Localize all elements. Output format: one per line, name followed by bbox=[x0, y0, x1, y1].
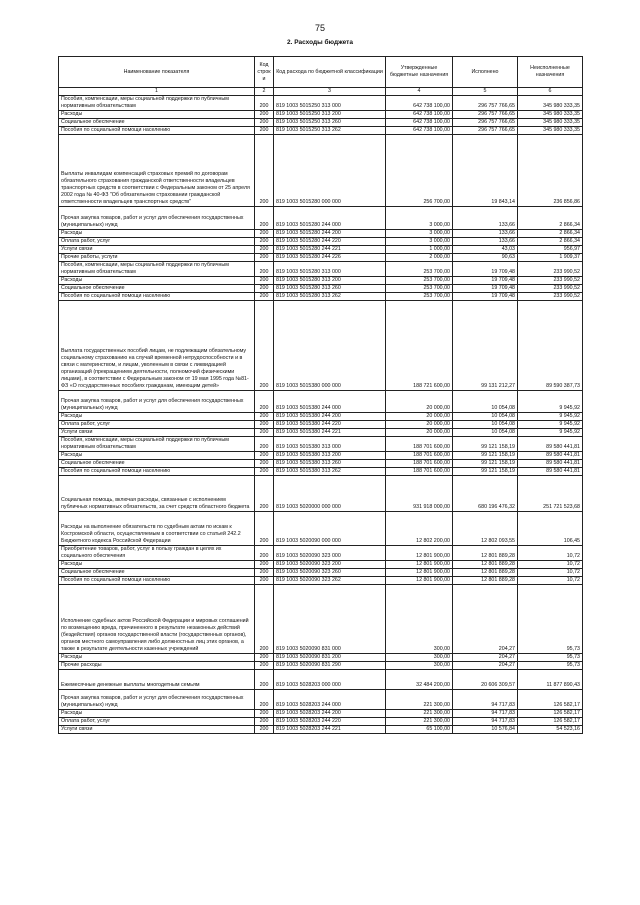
row-name: Социальное обеспечение bbox=[59, 569, 255, 577]
row-budget-code: 819 1003 5015380 313 200 bbox=[274, 452, 386, 460]
row-remaining: 54 523,16 bbox=[518, 726, 583, 734]
row-line-code: 200 bbox=[255, 285, 274, 293]
row-budget-code: 819 1003 5015280 244 220 bbox=[274, 238, 386, 246]
row-name: Расходы bbox=[59, 277, 255, 285]
row-line-code: 200 bbox=[255, 468, 274, 476]
row-name: Прочая закупка товаров, работ и услуг для обеспечения государственных (муниципальных) нужд bbox=[59, 690, 255, 710]
row-remaining: 10,72 bbox=[518, 561, 583, 569]
table-row bbox=[59, 96, 583, 111]
row-approved: 20 000,00 bbox=[386, 421, 453, 429]
row-remaining: 95,73 bbox=[518, 654, 583, 662]
row-executed: 90,63 bbox=[453, 254, 518, 262]
row-remaining: 9 945,92 bbox=[518, 429, 583, 437]
column-number: 5 bbox=[453, 88, 518, 96]
table-row bbox=[59, 135, 583, 207]
row-approved: 12 802 200,00 bbox=[386, 512, 453, 546]
row-name: Исполнение судебных актов Российской Федерации и мировых соглашений по возмещению вреда, причиненного в результате незаконных действий (бездействия) органов государственной власти (государственных органов), органов местного самоуправления либо должностных лиц этих органов, а также в результате деятельности казенных учреждений bbox=[59, 585, 255, 654]
table-row bbox=[59, 413, 583, 421]
row-executed: 99 121 158,19 bbox=[453, 437, 518, 452]
row-budget-code: 819 1003 5020090 323 000 bbox=[274, 546, 386, 561]
row-budget-code: 819 1003 5015280 313 000 bbox=[274, 262, 386, 277]
row-name: Выплата государственных пособий лицам, не подлежащим обязательному социальному страхованию на случай временной нетрудоспособности и в связи с материнством, и лицам, уволенным в связи с ликвидацией организаций (прекращением деятельности, полномочий физическими лицами), в соответствии с Федеральным законом от 19 мая 1995 года №81-ФЗ «О государственных пособиях гражданам, имеющим детей» bbox=[59, 301, 255, 391]
row-line-code: 200 bbox=[255, 437, 274, 452]
row-name: Ежемесячные денежные выплаты многодетным семьям bbox=[59, 670, 255, 690]
row-remaining: 2 866,34 bbox=[518, 238, 583, 246]
row-line-code: 200 bbox=[255, 111, 274, 119]
row-line-code: 200 bbox=[255, 429, 274, 437]
row-executed: 19 709,48 bbox=[453, 277, 518, 285]
row-name: Пособия по социальной помощи населению bbox=[59, 293, 255, 301]
row-budget-code: 819 1003 5028203 244 221 bbox=[274, 726, 386, 734]
row-line-code: 200 bbox=[255, 577, 274, 585]
row-line-code: 200 bbox=[255, 246, 274, 254]
row-budget-code: 819 1003 5015250 313 000 bbox=[274, 96, 386, 111]
table-row bbox=[59, 460, 583, 468]
row-approved: 2 000,00 bbox=[386, 254, 453, 262]
table-row bbox=[59, 718, 583, 726]
table-row bbox=[59, 710, 583, 718]
table-row bbox=[59, 476, 583, 512]
row-executed: 99 121 158,19 bbox=[453, 452, 518, 460]
header-line-code: Код строк и bbox=[255, 57, 274, 88]
row-approved: 221 300,00 bbox=[386, 718, 453, 726]
row-name: Оплата работ, услуг bbox=[59, 421, 255, 429]
row-approved: 12 801 900,00 bbox=[386, 577, 453, 585]
row-line-code: 200 bbox=[255, 569, 274, 577]
row-budget-code: 819 1003 5015250 313 260 bbox=[274, 119, 386, 127]
row-approved: 300,00 bbox=[386, 585, 453, 654]
table-row bbox=[59, 585, 583, 654]
row-executed: 10 054,08 bbox=[453, 429, 518, 437]
row-budget-code: 819 1003 5015380 244 221 bbox=[274, 429, 386, 437]
header-indicator-name: Наименование показателя bbox=[59, 57, 255, 88]
table-row bbox=[59, 293, 583, 301]
table-header-row bbox=[59, 57, 583, 88]
row-executed: 12 801 889,28 bbox=[453, 577, 518, 585]
row-remaining: 233 990,52 bbox=[518, 262, 583, 277]
row-budget-code: 819 1003 5028203 244 200 bbox=[274, 710, 386, 718]
row-approved: 12 801 900,00 bbox=[386, 546, 453, 561]
row-executed: 12 802 093,55 bbox=[453, 512, 518, 546]
row-budget-code: 819 1003 5015280 244 000 bbox=[274, 207, 386, 230]
row-executed: 296 757 766,65 bbox=[453, 111, 518, 119]
row-name: Прочие работы, услуги bbox=[59, 254, 255, 262]
row-executed: 204,27 bbox=[453, 662, 518, 670]
row-executed: 19 709,48 bbox=[453, 262, 518, 277]
row-approved: 65 100,00 bbox=[386, 726, 453, 734]
row-remaining: 956,97 bbox=[518, 246, 583, 254]
row-executed: 133,66 bbox=[453, 230, 518, 238]
column-number: 3 bbox=[274, 88, 386, 96]
row-executed: 99 121 158,19 bbox=[453, 460, 518, 468]
row-approved: 253 700,00 bbox=[386, 277, 453, 285]
row-approved: 253 700,00 bbox=[386, 285, 453, 293]
budget-expenses-table bbox=[58, 56, 583, 734]
row-approved: 188 721 600,00 bbox=[386, 301, 453, 391]
row-line-code: 200 bbox=[255, 230, 274, 238]
table-row bbox=[59, 285, 583, 293]
row-remaining: 236 856,86 bbox=[518, 135, 583, 207]
table-row bbox=[59, 546, 583, 561]
row-budget-code: 819 1003 5020090 323 262 bbox=[274, 577, 386, 585]
row-executed: 19 709,48 bbox=[453, 285, 518, 293]
table-row bbox=[59, 254, 583, 262]
table-row bbox=[59, 262, 583, 277]
row-remaining: 233 990,52 bbox=[518, 293, 583, 301]
row-budget-code: 819 1003 5015380 244 000 bbox=[274, 391, 386, 413]
row-executed: 133,66 bbox=[453, 207, 518, 230]
row-remaining: 126 582,17 bbox=[518, 710, 583, 718]
row-name: Пособия, компенсации, меры социальной поддержки по публичным нормативным обязательствам bbox=[59, 96, 255, 111]
row-budget-code: 819 1003 5015380 000 000 bbox=[274, 301, 386, 391]
row-name: Услуги связи bbox=[59, 429, 255, 437]
table-row bbox=[59, 119, 583, 127]
row-executed: 19 843,14 bbox=[453, 135, 518, 207]
row-budget-code: 819 1003 5015380 313 262 bbox=[274, 468, 386, 476]
row-budget-code: 819 1003 5015280 313 200 bbox=[274, 277, 386, 285]
row-name: Прочие расходы bbox=[59, 662, 255, 670]
row-approved: 256 700,00 bbox=[386, 135, 453, 207]
row-executed: 94 717,83 bbox=[453, 690, 518, 710]
row-name: Социальное обеспечение bbox=[59, 119, 255, 127]
row-line-code: 200 bbox=[255, 413, 274, 421]
row-name: Расходы bbox=[59, 413, 255, 421]
row-budget-code: 819 1003 5020090 323 260 bbox=[274, 569, 386, 577]
row-name: Оплата работ, услуг bbox=[59, 718, 255, 726]
row-approved: 221 300,00 bbox=[386, 710, 453, 718]
row-name: Пособия по социальной помощи населению bbox=[59, 577, 255, 585]
row-approved: 188 701 600,00 bbox=[386, 452, 453, 460]
row-name: Расходы на выполнение обязательств по судебным актам по искам к Костромской области, осуществляемым в соответствии со статьей 242.2 Бюджетного кодекса Российской Федерации bbox=[59, 512, 255, 546]
row-approved: 3 000,00 bbox=[386, 207, 453, 230]
row-name: Пособия по социальной помощи населению bbox=[59, 468, 255, 476]
table-row bbox=[59, 577, 583, 585]
row-name: Расходы bbox=[59, 452, 255, 460]
row-executed: 94 717,83 bbox=[453, 710, 518, 718]
header-approved: Утвержденные бюджетные назначения bbox=[386, 57, 453, 88]
row-budget-code: 819 1003 5015380 244 200 bbox=[274, 413, 386, 421]
row-line-code: 200 bbox=[255, 127, 274, 135]
row-remaining: 10,72 bbox=[518, 569, 583, 577]
row-approved: 300,00 bbox=[386, 654, 453, 662]
row-budget-code: 819 1003 5020090 323 200 bbox=[274, 561, 386, 569]
row-line-code: 200 bbox=[255, 135, 274, 207]
table-row bbox=[59, 561, 583, 569]
row-approved: 253 700,00 bbox=[386, 262, 453, 277]
row-name: Социальное обеспечение bbox=[59, 285, 255, 293]
row-name: Пособия, компенсации, меры социальной поддержки по публичным нормативным обязательствам bbox=[59, 262, 255, 277]
row-budget-code: 819 1003 5020090 831 200 bbox=[274, 654, 386, 662]
row-line-code: 200 bbox=[255, 460, 274, 468]
row-name: Приобретение товаров, работ, услуг в пользу граждан в целях их социального обеспечения bbox=[59, 546, 255, 561]
row-remaining: 95,73 bbox=[518, 662, 583, 670]
row-remaining: 345 980 333,35 bbox=[518, 119, 583, 127]
row-line-code: 200 bbox=[255, 238, 274, 246]
row-remaining: 2 866,34 bbox=[518, 230, 583, 238]
row-remaining: 9 945,92 bbox=[518, 413, 583, 421]
table-row bbox=[59, 391, 583, 413]
row-line-code: 200 bbox=[255, 277, 274, 285]
row-executed: 10 054,08 bbox=[453, 413, 518, 421]
row-name: Расходы bbox=[59, 111, 255, 119]
row-remaining: 2 866,34 bbox=[518, 207, 583, 230]
header-executed: Исполнено bbox=[453, 57, 518, 88]
column-number-row bbox=[59, 88, 583, 96]
document-title: 2. Расходы бюджета bbox=[287, 39, 353, 46]
row-executed: 12 801 889,28 bbox=[453, 546, 518, 561]
row-approved: 12 801 900,00 bbox=[386, 561, 453, 569]
row-executed: 19 709,48 bbox=[453, 293, 518, 301]
row-approved: 1 000,00 bbox=[386, 246, 453, 254]
row-line-code: 200 bbox=[255, 512, 274, 546]
row-name: Выплаты инвалидам компенсаций страховых премий по договорам обязательного страхования гражданской ответственности владельцев транспортных средств в соответствии с Федеральным законом от 25 апреля 2002 года № 40-ФЗ "Об обязательном страховании гражданской ответственности владельцев транспортных средств" bbox=[59, 135, 255, 207]
row-line-code: 200 bbox=[255, 207, 274, 230]
row-remaining: 106,45 bbox=[518, 512, 583, 546]
row-approved: 3 000,00 bbox=[386, 238, 453, 246]
row-executed: 680 196 476,32 bbox=[453, 476, 518, 512]
header-remaining: Неисполненные назначения bbox=[518, 57, 583, 88]
table-row bbox=[59, 512, 583, 546]
row-executed: 296 757 766,65 bbox=[453, 127, 518, 135]
column-number: 6 bbox=[518, 88, 583, 96]
row-name: Пособия по социальной помощи населению bbox=[59, 127, 255, 135]
row-approved: 20 000,00 bbox=[386, 429, 453, 437]
row-name: Оплата работ, услуг bbox=[59, 238, 255, 246]
table-row bbox=[59, 690, 583, 710]
row-approved: 642 738 100,00 bbox=[386, 127, 453, 135]
row-name: Пособия, компенсации, меры социальной поддержки по публичным нормативным обязательствам bbox=[59, 437, 255, 452]
row-approved: 20 000,00 bbox=[386, 413, 453, 421]
table-row bbox=[59, 437, 583, 452]
row-executed: 10 054,08 bbox=[453, 391, 518, 413]
row-remaining: 10,72 bbox=[518, 577, 583, 585]
row-budget-code: 819 1003 5015280 000 000 bbox=[274, 135, 386, 207]
row-name: Расходы bbox=[59, 230, 255, 238]
table-row bbox=[59, 127, 583, 135]
row-budget-code: 819 1003 5015380 313 000 bbox=[274, 437, 386, 452]
table-row bbox=[59, 654, 583, 662]
row-executed: 10 576,84 bbox=[453, 726, 518, 734]
row-name: Прочая закупка товаров, работ и услуг для обеспечения государственных (муниципальных) нужд bbox=[59, 207, 255, 230]
table-row bbox=[59, 246, 583, 254]
row-executed: 20 606 309,57 bbox=[453, 670, 518, 690]
row-budget-code: 819 1003 5020090 831 290 bbox=[274, 662, 386, 670]
table-row bbox=[59, 468, 583, 476]
row-line-code: 200 bbox=[255, 585, 274, 654]
row-remaining: 89 580 441,81 bbox=[518, 460, 583, 468]
row-remaining: 9 945,92 bbox=[518, 391, 583, 413]
row-approved: 32 484 200,00 bbox=[386, 670, 453, 690]
row-budget-code: 819 1003 5020090 831 000 bbox=[274, 585, 386, 654]
table-row bbox=[59, 569, 583, 577]
row-approved: 300,00 bbox=[386, 662, 453, 670]
row-executed: 296 757 766,65 bbox=[453, 96, 518, 111]
table-row bbox=[59, 421, 583, 429]
row-line-code: 200 bbox=[255, 391, 274, 413]
row-line-code: 200 bbox=[255, 670, 274, 690]
row-remaining: 233 990,52 bbox=[518, 277, 583, 285]
table-row bbox=[59, 670, 583, 690]
row-budget-code: 819 1003 5015280 244 226 bbox=[274, 254, 386, 262]
row-executed: 12 801 889,28 bbox=[453, 569, 518, 577]
row-approved: 642 738 100,00 bbox=[386, 96, 453, 111]
row-executed: 204,27 bbox=[453, 585, 518, 654]
row-approved: 188 701 600,00 bbox=[386, 437, 453, 452]
row-remaining: 95,73 bbox=[518, 585, 583, 654]
row-remaining: 89 580 441,81 bbox=[518, 437, 583, 452]
row-line-code: 200 bbox=[255, 96, 274, 111]
row-approved: 3 000,00 bbox=[386, 230, 453, 238]
row-approved: 221 300,00 bbox=[386, 690, 453, 710]
table-row bbox=[59, 429, 583, 437]
row-budget-code: 819 1003 5028203 244 220 bbox=[274, 718, 386, 726]
row-executed: 12 801 889,28 bbox=[453, 561, 518, 569]
row-remaining: 11 877 890,43 bbox=[518, 670, 583, 690]
row-line-code: 200 bbox=[255, 119, 274, 127]
row-line-code: 200 bbox=[255, 662, 274, 670]
row-line-code: 200 bbox=[255, 710, 274, 718]
row-line-code: 200 bbox=[255, 293, 274, 301]
table-row bbox=[59, 301, 583, 391]
row-remaining: 251 721 523,68 bbox=[518, 476, 583, 512]
row-name: Расходы bbox=[59, 561, 255, 569]
row-remaining: 89 590 387,73 bbox=[518, 301, 583, 391]
row-approved: 931 918 000,00 bbox=[386, 476, 453, 512]
row-budget-code: 819 1003 5020090 000 000 bbox=[274, 512, 386, 546]
row-name: Услуги связи bbox=[59, 246, 255, 254]
row-remaining: 1 909,37 bbox=[518, 254, 583, 262]
row-name: Расходы bbox=[59, 710, 255, 718]
row-budget-code: 819 1003 5015280 244 200 bbox=[274, 230, 386, 238]
table-row bbox=[59, 452, 583, 460]
row-line-code: 200 bbox=[255, 654, 274, 662]
row-approved: 20 000,00 bbox=[386, 391, 453, 413]
row-remaining: 89 580 441,81 bbox=[518, 468, 583, 476]
row-line-code: 200 bbox=[255, 718, 274, 726]
row-budget-code: 819 1003 5028203 000 000 bbox=[274, 670, 386, 690]
row-line-code: 200 bbox=[255, 452, 274, 460]
row-remaining: 345 980 333,35 bbox=[518, 111, 583, 119]
row-name: Прочая закупка товаров, работ и услуг для обеспечения государственных (муниципальных) нужд bbox=[59, 391, 255, 413]
row-executed: 204,27 bbox=[453, 654, 518, 662]
row-remaining: 233 990,52 bbox=[518, 285, 583, 293]
row-line-code: 200 bbox=[255, 254, 274, 262]
row-remaining: 345 980 333,35 bbox=[518, 96, 583, 111]
row-approved: 188 701 600,00 bbox=[386, 468, 453, 476]
table-row bbox=[59, 238, 583, 246]
row-line-code: 200 bbox=[255, 546, 274, 561]
row-budget-code: 819 1003 5028203 244 000 bbox=[274, 690, 386, 710]
row-line-code: 200 bbox=[255, 262, 274, 277]
row-name: Социальная помощь, включая расходы, связанные с исполнением публичных нормативных обязательств, за счет средств областного бюджета bbox=[59, 476, 255, 512]
row-line-code: 200 bbox=[255, 301, 274, 391]
row-executed: 99 121 158,19 bbox=[453, 468, 518, 476]
table-row bbox=[59, 726, 583, 734]
table-row bbox=[59, 207, 583, 230]
row-executed: 296 757 766,65 bbox=[453, 119, 518, 127]
row-budget-code: 819 1003 5020000 000 000 bbox=[274, 476, 386, 512]
table-row bbox=[59, 111, 583, 119]
row-remaining: 126 582,17 bbox=[518, 718, 583, 726]
row-remaining: 126 582,17 bbox=[518, 690, 583, 710]
row-budget-code: 819 1003 5015380 244 220 bbox=[274, 421, 386, 429]
row-name: Услуги связи bbox=[59, 726, 255, 734]
row-approved: 253 700,00 bbox=[386, 293, 453, 301]
row-budget-code: 819 1003 5015280 313 260 bbox=[274, 285, 386, 293]
row-line-code: 200 bbox=[255, 561, 274, 569]
row-budget-code: 819 1003 5015280 313 262 bbox=[274, 293, 386, 301]
row-approved: 12 801 900,00 bbox=[386, 569, 453, 577]
row-name: Социальное обеспечение bbox=[59, 460, 255, 468]
row-line-code: 200 bbox=[255, 476, 274, 512]
row-line-code: 200 bbox=[255, 421, 274, 429]
row-budget-code: 819 1003 5015250 313 262 bbox=[274, 127, 386, 135]
column-number: 4 bbox=[386, 88, 453, 96]
row-name: Расходы bbox=[59, 654, 255, 662]
row-approved: 642 738 100,00 bbox=[386, 111, 453, 119]
row-budget-code: 819 1003 5015380 313 260 bbox=[274, 460, 386, 468]
row-approved: 642 738 100,00 bbox=[386, 119, 453, 127]
column-number: 1 bbox=[59, 88, 255, 96]
row-line-code: 200 bbox=[255, 690, 274, 710]
row-executed: 99 131 212,27 bbox=[453, 301, 518, 391]
row-budget-code: 819 1003 5015280 244 221 bbox=[274, 246, 386, 254]
row-executed: 133,66 bbox=[453, 238, 518, 246]
page-number: 75 bbox=[314, 23, 325, 33]
row-remaining: 10,72 bbox=[518, 546, 583, 561]
row-executed: 43,03 bbox=[453, 246, 518, 254]
table-row bbox=[59, 662, 583, 670]
row-remaining: 9 945,92 bbox=[518, 421, 583, 429]
row-remaining: 89 580 441,81 bbox=[518, 452, 583, 460]
row-budget-code: 819 1003 5015250 313 200 bbox=[274, 111, 386, 119]
row-approved: 188 701 600,00 bbox=[386, 460, 453, 468]
header-budget-code: Код расхода по бюджетной классификации bbox=[274, 57, 386, 88]
table-row bbox=[59, 277, 583, 285]
row-executed: 94 717,83 bbox=[453, 718, 518, 726]
table-body bbox=[59, 96, 583, 734]
row-executed: 10 054,08 bbox=[453, 421, 518, 429]
table-row bbox=[59, 230, 583, 238]
row-line-code: 200 bbox=[255, 726, 274, 734]
column-number: 2 bbox=[255, 88, 274, 96]
row-remaining: 345 980 333,35 bbox=[518, 127, 583, 135]
